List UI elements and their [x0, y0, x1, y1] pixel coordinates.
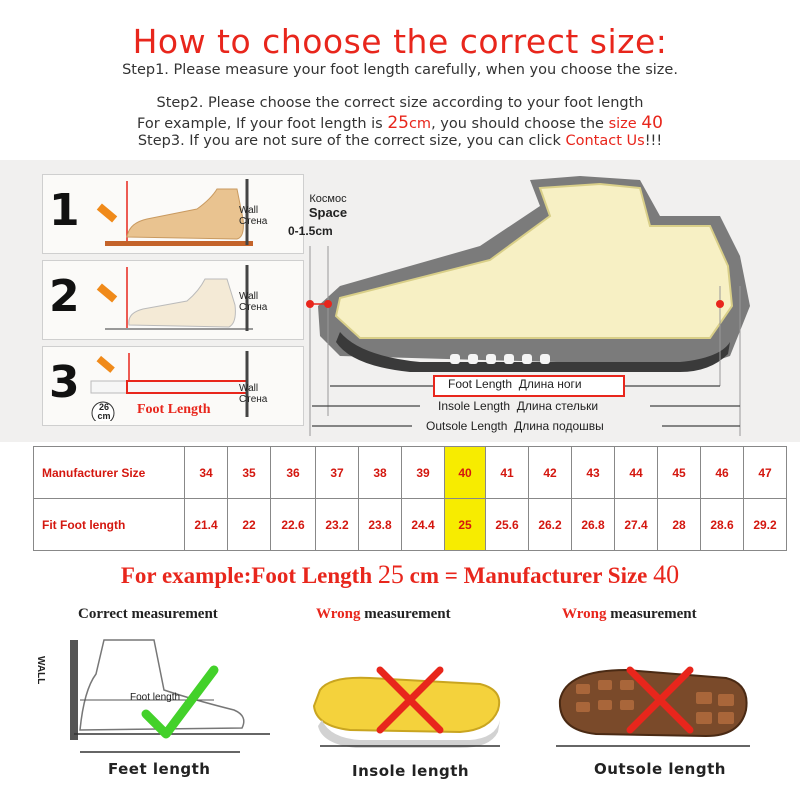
foot-length-label: Foot Length: [137, 402, 211, 417]
fit-length-cell: 26.8: [572, 499, 615, 551]
fit-length-row: [34, 499, 787, 551]
manufacturer-size-cell: 44: [615, 447, 658, 499]
panel-insole-caption: [316, 606, 451, 623]
banner-pre: For example:Foot Length: [120, 563, 378, 588]
insole-length-bottom-label: Insole length: [352, 762, 470, 780]
wall-label: Wall: [239, 205, 259, 216]
caption-correct: Correct: [78, 606, 128, 622]
step2-text: Step2. Please choose the correct size according to your foot length: [156, 95, 644, 111]
outsole-length-label: [426, 419, 604, 433]
manufacturer-size-row: [34, 447, 787, 499]
caption-measurement: measurement: [360, 606, 451, 622]
fit-length-cell: 21.4: [185, 499, 228, 551]
banner-size: 40: [653, 560, 680, 589]
fit-length-cell: 28: [658, 499, 701, 551]
fit-length-cell: 22: [228, 499, 271, 551]
step1-text: Step1. Please measure your foot length carefully, when you choose the size.: [122, 62, 678, 78]
example-size: 40: [641, 113, 663, 133]
example-pre: For example, If your foot length is: [137, 116, 388, 132]
ruler-reading-unit: cm: [97, 411, 111, 421]
step3-pre: Step3. If you are not sure of the correct size, you can click: [137, 133, 566, 149]
manufacturer-size-cell: 41: [486, 447, 529, 499]
wall-label: Wall: [239, 383, 259, 394]
step-number: 1: [49, 185, 80, 236]
foot-length-ru: Длина ноги: [518, 377, 582, 391]
manufacturer-size-cell: 40: [445, 447, 486, 499]
foot-length-inner-label: Foot length: [130, 692, 181, 703]
foot-length-diagram-label: [448, 377, 582, 391]
example-banner: [0, 560, 800, 590]
wall-label-ru: Стена: [239, 394, 268, 405]
step3-post: !!!: [644, 133, 663, 149]
fit-length-header: Fit Foot length: [34, 499, 185, 551]
foot-length-en: Foot Length: [448, 377, 513, 391]
fit-length-cell: 25.6: [486, 499, 529, 551]
manufacturer-size-cell: 38: [359, 447, 402, 499]
manufacturer-size-header: Manufacturer Size: [34, 447, 185, 499]
fit-length-cell: 26.2: [529, 499, 572, 551]
panel-correct-caption: [78, 606, 218, 623]
foot-measure-illustration: [87, 179, 257, 249]
example-text: [0, 113, 800, 133]
banner-length: 25: [377, 560, 404, 589]
panel-outsole-caption: [562, 606, 697, 623]
manufacturer-size-cell: 43: [572, 447, 615, 499]
example-unit: cm: [408, 116, 432, 132]
fit-length-cell: 27.4: [615, 499, 658, 551]
step-box-3: [42, 346, 304, 426]
space-label: [303, 193, 353, 219]
manufacturer-size-cell: 46: [701, 447, 744, 499]
fit-length-cell: 25: [445, 499, 486, 551]
fit-length-cell: 22.6: [271, 499, 316, 551]
page-title: How to choose the correct size:: [132, 22, 668, 61]
feet-length-label: Feet length: [108, 760, 211, 778]
insole-length-en: Insole Length: [438, 399, 511, 413]
fit-length-cell: 23.2: [316, 499, 359, 551]
manufacturer-size-cell: 34: [185, 447, 228, 499]
insole-length-label: [438, 399, 598, 413]
caption-measurement: measurement: [127, 606, 218, 622]
caption-wrong: Wrong: [562, 606, 607, 622]
outsole-illustration: [546, 640, 766, 770]
wall-label-vertical: WALL: [35, 656, 46, 685]
fit-length-cell: 23.8: [359, 499, 402, 551]
space-range: 0-1.5cm: [288, 224, 333, 238]
manufacturer-size-cell: 39: [402, 447, 445, 499]
example-length: 25: [387, 113, 409, 133]
insole-length-ru: Длина стельки: [516, 399, 599, 413]
foot-measure-illustration: [87, 265, 257, 335]
manufacturer-size-cell: 36: [271, 447, 316, 499]
step-box-2: [42, 260, 304, 340]
step-number: 3: [49, 357, 80, 408]
contact-us-link[interactable]: Contact Us: [565, 133, 645, 149]
size-table: [33, 446, 787, 551]
manufacturer-size-cell: 42: [529, 447, 572, 499]
insole-illustration: [300, 640, 510, 770]
ruler-reading-value: 26: [98, 402, 109, 412]
fit-length-cell: 24.4: [402, 499, 445, 551]
fit-length-cell: 28.6: [701, 499, 744, 551]
caption-wrong: Wrong: [316, 606, 361, 622]
space-label-ru: Космос: [309, 193, 347, 205]
outsole-length-bottom-label: Outsole length: [594, 760, 726, 778]
manufacturer-size-cell: 37: [316, 447, 359, 499]
example-mid: , you should choose the: [431, 116, 609, 132]
shoe-diagram: [300, 166, 770, 438]
wall-label-ru: Стена: [239, 216, 268, 227]
caption-measurement: measurement: [606, 606, 697, 622]
manufacturer-size-cell: 47: [744, 447, 787, 499]
step3-text: [0, 133, 800, 149]
fit-length-cell: 29.2: [744, 499, 787, 551]
outsole-length-ru: Длина подошвы: [514, 419, 604, 433]
banner-unit: cm: [409, 563, 440, 588]
ruler-reading: [95, 403, 113, 421]
banner-mid: = Manufacturer Size: [439, 563, 654, 588]
step-number: 2: [49, 271, 80, 322]
example-size-word: size: [608, 116, 637, 132]
wall-label-ru: Стена: [239, 302, 268, 313]
space-label-en: Space: [308, 205, 348, 220]
wall-label: Wall: [239, 291, 259, 302]
manufacturer-size-cell: 35: [228, 447, 271, 499]
outsole-length-en: Outsole Length: [426, 419, 508, 433]
step-box-1: [42, 174, 304, 254]
manufacturer-size-cell: 45: [658, 447, 701, 499]
